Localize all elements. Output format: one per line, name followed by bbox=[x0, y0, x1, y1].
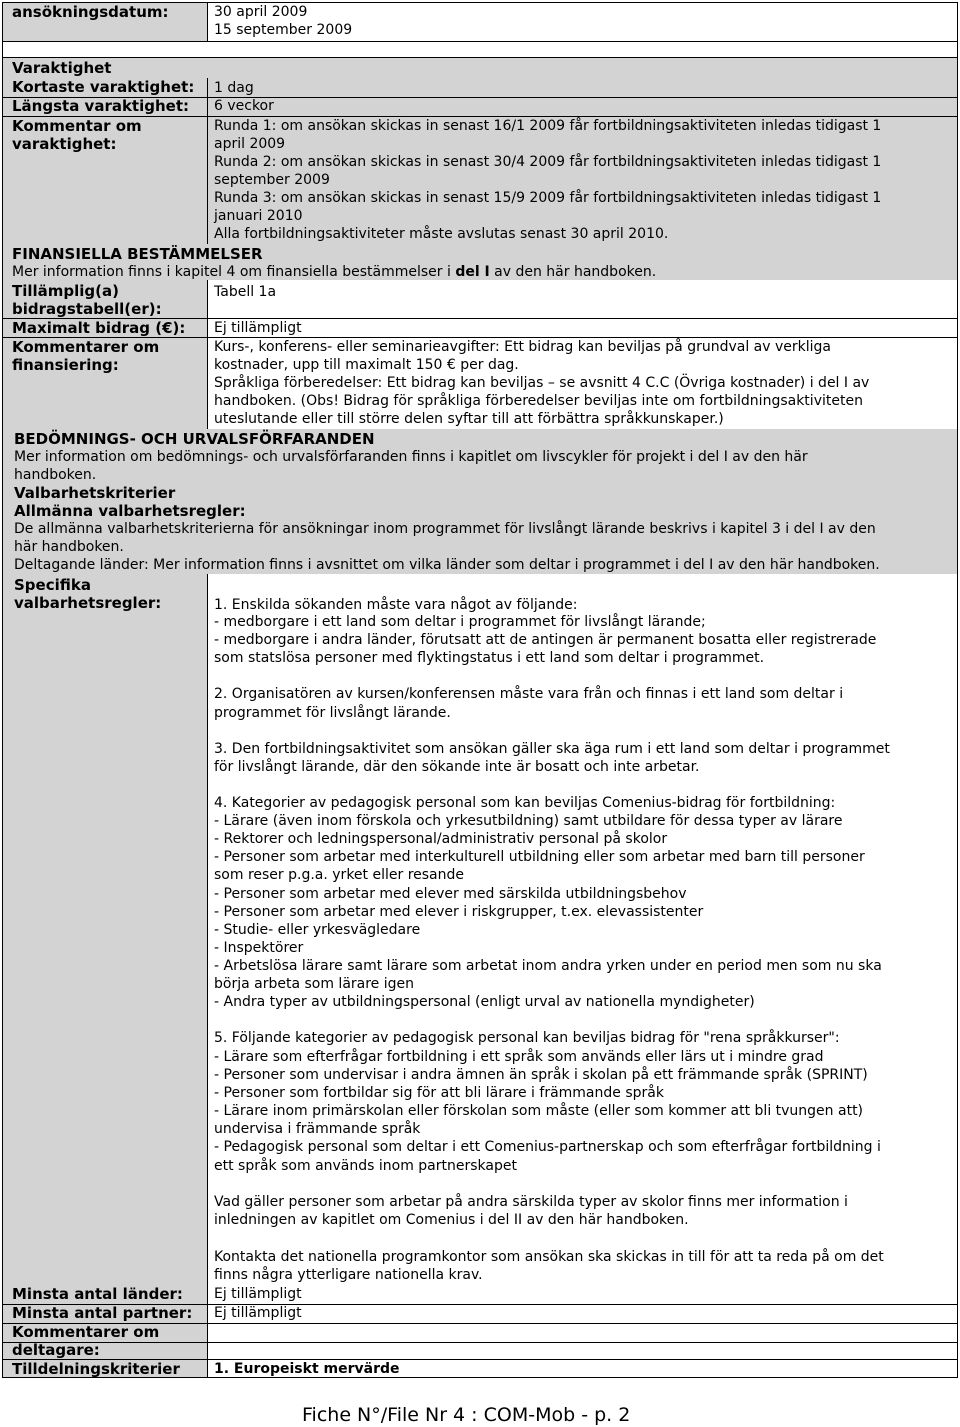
rule-line: - medborgare i ett land som deltar i programmet för livslångt lärande; bbox=[214, 614, 706, 630]
rule-line: - Arbetslösa lärare samt lärare som arbetat inom andra yrken under en period men som nu ska bbox=[214, 958, 882, 974]
finance-info-text: Mer information finns i kapitel 4 om finansiella bestämmelser i del I av den här handboken. bbox=[12, 264, 657, 280]
application-date-1: 30 april 2009 bbox=[214, 4, 308, 20]
assessment-section-title: BEDÖMNINGS- OCH URVALSFÖRFARANDEN bbox=[14, 430, 375, 448]
rule-line: - Pedagogisk personal som deltar i ett Comenius-partnerskap och som efterfrågar fortbildning i bbox=[214, 1139, 881, 1155]
rule-line: undervisa i främmande språk bbox=[214, 1121, 421, 1137]
border-right bbox=[957, 2, 958, 1378]
rule-line: - medborgare i andra länder, förutsatt att de antingen är permanent bosatta eller registrerade bbox=[214, 632, 877, 648]
rule-line: programmet för livslångt lärande. bbox=[214, 705, 451, 721]
rule-line: 3. Den fortbildningsaktivitet som ansökan gäller ska äga rum i ett land som deltar i programmet bbox=[214, 741, 890, 757]
duration-comment-line: Runda 1: om ansökan skickas in senast 16/1 2009 får fortbildningsaktiviteten inledas tidigast 1 bbox=[214, 118, 882, 134]
participants-comment-label: deltagare: bbox=[12, 1341, 100, 1359]
row-rule bbox=[2, 1342, 958, 1343]
finance-comment-label: Kommentarer om bbox=[12, 338, 160, 356]
rule-line: börja arbeta som lärare igen bbox=[214, 976, 415, 992]
duration-column-divider bbox=[207, 78, 208, 244]
general-eligibility-title: Allmänna valbarhetsregler: bbox=[14, 502, 246, 520]
rule-line: - Personer som arbetar med elever med särskilda utbildningsbehov bbox=[214, 886, 687, 902]
grant-table-label: Tillämplig(a) bbox=[12, 282, 119, 300]
general-eligibility-line: De allmänna valbarhetskriterierna för ansökningar inom programmet för livslångt lärande beskrivs i kapitel 3 i del I av den bbox=[14, 521, 876, 537]
finance-comment-line: kostnader, upp till maximalt 150 € per dag. bbox=[214, 357, 519, 373]
section-top-rule bbox=[2, 57, 958, 58]
rule-line: - Personer som arbetar med elever i riskgrupper, t.ex. elevassistenter bbox=[214, 904, 704, 920]
shortest-duration-label: Kortaste varaktighet: bbox=[12, 78, 195, 96]
rule-line: - Personer som undervisar i andra ämnen än språk i skolan på ett främmande språk (SPRINT) bbox=[214, 1067, 868, 1083]
rule-line: - Inspektörer bbox=[214, 940, 304, 956]
rule-line: - Lärare (även inom förskola och yrkesutbildning) samt utbildare för dessa typer av lärare bbox=[214, 813, 843, 829]
duration-comment-line: september 2009 bbox=[214, 172, 330, 188]
border-left bbox=[2, 2, 3, 1378]
rule-line: som reser p.g.a. yrket eller resande bbox=[214, 867, 464, 883]
rule-line: - Andra typer av utbildningspersonal (enligt urval av nationella myndigheter) bbox=[214, 994, 755, 1010]
duration-comment-label: Kommentar om bbox=[12, 117, 142, 135]
rule-line: - Rektorer och ledningspersonal/administrativ personal på skolor bbox=[214, 831, 668, 847]
finance-column-divider bbox=[207, 280, 208, 429]
rule-line: Vad gäller personer som arbetar på andra särskilda typer av skolor finns mer information i bbox=[214, 1194, 848, 1210]
rule-line: 5. Följande kategorier av pedagogisk personal kan beviljas bidrag för "rena språkkurser": bbox=[214, 1030, 840, 1046]
assessment-info-line: handboken. bbox=[14, 467, 97, 483]
duration-section-title: Varaktighet bbox=[12, 59, 112, 77]
rule-line: inledningen av kapitlet om Comenius i del II av den här handboken. bbox=[214, 1212, 689, 1228]
duration-comment-line: januari 2010 bbox=[214, 208, 303, 224]
rule-line: 2. Organisatören av kursen/konferensen måste vara från och finnas i ett land som deltar i bbox=[214, 686, 844, 702]
rule-line: - Personer som arbetar med interkulturell utbildning eller som arbetar med barn till personer bbox=[214, 849, 865, 865]
eligibility-criteria-title: Valbarhetskriterier bbox=[14, 484, 176, 502]
max-grant-label: Maximalt bidrag (€): bbox=[12, 319, 186, 337]
duration-comment-label: varaktighet: bbox=[12, 135, 117, 153]
grant-table-label: bidragstabell(er): bbox=[12, 300, 162, 318]
grant-table-value: Tabell 1a bbox=[214, 284, 277, 300]
finance-comment-line: handboken. (Obs! Bidrag för språkliga förberedelser beviljas inte om fortbildningsaktiviteten bbox=[214, 393, 863, 409]
rule-line: finns några ytterligare nationella krav. bbox=[214, 1267, 483, 1283]
rule-line: - Lärare inom primärskolan eller förskolan som måste (eller som kommer att bli tvungen att) bbox=[214, 1103, 864, 1119]
min-partners-label: Minsta antal partner: bbox=[12, 1304, 193, 1322]
participating-countries-line: Deltagande länder: Mer information finns i avsnittet om vilka länder som deltar i programmet i del I av den här handboken. bbox=[14, 557, 880, 573]
duration-comment-line: april 2009 bbox=[214, 136, 286, 152]
longest-duration-label: Längsta varaktighet: bbox=[12, 97, 190, 115]
duration-comment-line: Alla fortbildningsaktiviteter måste avslutas senast 30 april 2010. bbox=[214, 226, 669, 242]
assessment-info-line: Mer information om bedömnings- och urvalsförfaranden finns i kapitlet om livscykler för projekt i del I av den här bbox=[14, 449, 808, 465]
application-date-2: 15 september 2009 bbox=[214, 22, 353, 38]
page-footer: Fiche N°/File Nr 4 : COM-Mob - p. 2 bbox=[302, 1404, 631, 1426]
min-partners-value: Ej tillämpligt bbox=[214, 1305, 302, 1321]
participants-comment-label: Kommentarer om bbox=[12, 1323, 160, 1341]
rule-line: som statslösa personer med flyktingstatus i ett land som deltar i programmet. bbox=[214, 650, 765, 666]
application-date-label: ansökningsdatum: bbox=[12, 3, 169, 21]
specific-eligibility-label: valbarhetsregler: bbox=[14, 594, 162, 612]
finance-comment-line: Språkliga förberedelser: Ett bidrag kan beviljas – se avsnitt 4 C.C (Övriga kostnader) i del I av bbox=[214, 375, 870, 391]
rule-line: - Studie- eller yrkesvägledare bbox=[214, 922, 421, 938]
rule-line: för livslångt lärande, där den sökande inte är bosatt och inte arbetar. bbox=[214, 759, 700, 775]
finance-comment-label: finansiering: bbox=[12, 356, 119, 374]
shortest-duration-value: 1 dag bbox=[214, 80, 254, 96]
longest-duration-value: 6 veckor bbox=[214, 98, 274, 114]
max-grant-value: Ej tillämpligt bbox=[214, 320, 302, 336]
rule-line: - Personer som fortbildar sig för att bli lärare i främmande språk bbox=[214, 1085, 664, 1101]
rule-line: Kontakta det nationella programkontor som ansökan ska skickas in till för att ta reda på om det bbox=[214, 1249, 884, 1265]
rule-line: ett språk som används inom partnerskapet bbox=[214, 1158, 517, 1174]
award-criteria-label: Tilldelningskriterier bbox=[12, 1360, 180, 1378]
finance-section-title: FINANSIELLA BESTÄMMELSER bbox=[12, 245, 263, 263]
rule-line: - Lärare som efterfrågar fortbildning i ett språk som används eller lärs ut i mindre grad bbox=[214, 1049, 824, 1065]
min-countries-label: Minsta antal länder: bbox=[12, 1285, 183, 1303]
rule-line: 1. Enskilda sökanden måste vara något av följande: bbox=[214, 597, 578, 613]
finance-comment-line: Kurs-, konferens- eller seminarieavgifter: Ett bidrag kan beviljas på grundval av verkliga bbox=[214, 339, 832, 355]
duration-comment-line: Runda 2: om ansökan skickas in senast 30/4 2009 får fortbildningsaktiviteten inledas tidigast 1 bbox=[214, 154, 882, 170]
min-countries-value: Ej tillämpligt bbox=[214, 1286, 302, 1302]
rule-line: 4. Kategorier av pedagogisk personal som kan beviljas Comenius-bidrag för fortbildning: bbox=[214, 795, 836, 811]
specific-eligibility-label: Specifika bbox=[14, 576, 91, 594]
specific-column-divider bbox=[207, 574, 208, 1378]
duration-comment-line: Runda 3: om ansökan skickas in senast 15/9 2009 får fortbildningsaktiviteten inledas tidigast 1 bbox=[214, 190, 882, 206]
award-criteria-value: 1. Europeiskt mervärde bbox=[214, 1361, 400, 1377]
finance-comment-line: uteslutande eller till större delen syftar till att förbättra språkkunskaper.) bbox=[214, 411, 724, 427]
specific-label-column bbox=[2, 574, 207, 1378]
general-eligibility-line: här handboken. bbox=[14, 539, 124, 555]
header-divider bbox=[207, 2, 208, 42]
header-bottom-rule bbox=[2, 41, 958, 42]
